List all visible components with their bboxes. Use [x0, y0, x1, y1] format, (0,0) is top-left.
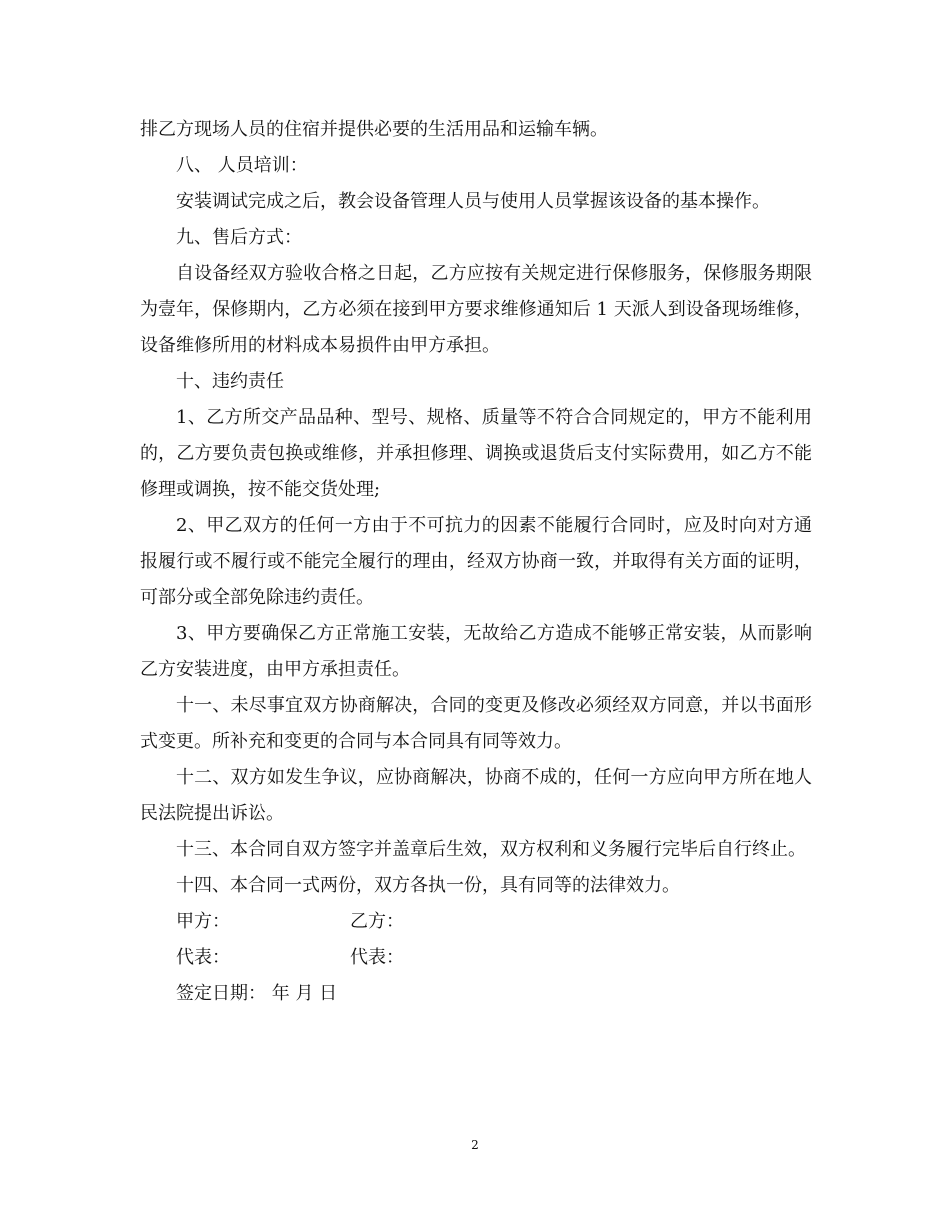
paragraph-clause-13: 十三、本合同自双方签字并盖章后生效，双方权利和义务履行完毕后自行终止。 [176, 839, 806, 860]
representative-a-label: 代表： [176, 947, 230, 968]
signature-parties-row [140, 904, 812, 940]
paragraph-breach-1: 1、乙方所交产品品种、型号、规格、质量等不符合合同规定的，甲方不能利用的，乙方要负责包换或维修，并承担修理、调换或退货后支付实际费用，如乙方不能修理或调换，按不能交货处理; [140, 407, 812, 500]
party-b-label: 乙方： [350, 911, 404, 932]
page-number: 2 [471, 1138, 479, 1152]
contract-body [140, 112, 812, 1012]
paragraph-lodging: 排乙方现场人员的住宿并提供必要的生活用品和运输车辆。 [140, 119, 608, 140]
paragraph-warranty: 自设备经双方验收合格之日起，乙方应按有关规定进行保修服务，保修服务期限为壹年，保修期内，乙方必须在接到甲方要求维修通知后 1 天派人到设备现场维修，设备维修所用的材料成本易损件由甲方承担。 [140, 263, 812, 356]
heading-after-sales: 九、售后方式： [176, 227, 302, 248]
paragraph-clause-12: 十二、双方如发生争议，应协商解决，协商不成的，任何一方应向甲方所在地人民法院提出诉讼。 [140, 767, 812, 824]
paragraph-clause-11: 十一、未尽事宜双方协商解决，合同的变更及修改必须经双方同意，并以书面形式变更。所补充和变更的合同与本合同具有同等效力。 [140, 695, 812, 752]
signing-date-row [140, 976, 812, 1012]
party-a-label: 甲方： [176, 911, 230, 932]
signature-representatives-row [140, 940, 812, 976]
heading-breach-liability: 十、违约责任 [176, 371, 284, 392]
heading-staff-training: 八、 人员培训： [176, 155, 308, 176]
paragraph-training: 安装调试完成之后，教会设备管理人员与使用人员掌握该设备的基本操作。 [176, 191, 770, 212]
signing-date-label: 签定日期： 年 月 日 [176, 983, 338, 1004]
paragraph-breach-3: 3、甲方要确保乙方正常施工安装，无故给乙方造成不能够正常安装，从而影响乙方安装进度，由甲方承担责任。 [140, 623, 812, 680]
representative-b-label: 代表： [350, 947, 404, 968]
paragraph-clause-14: 十四、本合同一式两份，双方各执一份，具有同等的法律效力。 [176, 875, 680, 896]
paragraph-breach-2: 2、甲乙双方的任何一方由于不可抗力的因素不能履行合同时，应及时向对方通报履行或不履行或不能完全履行的理由，经双方协商一致，并取得有关方面的证明，可部分或全部免除违约责任。 [140, 515, 812, 608]
